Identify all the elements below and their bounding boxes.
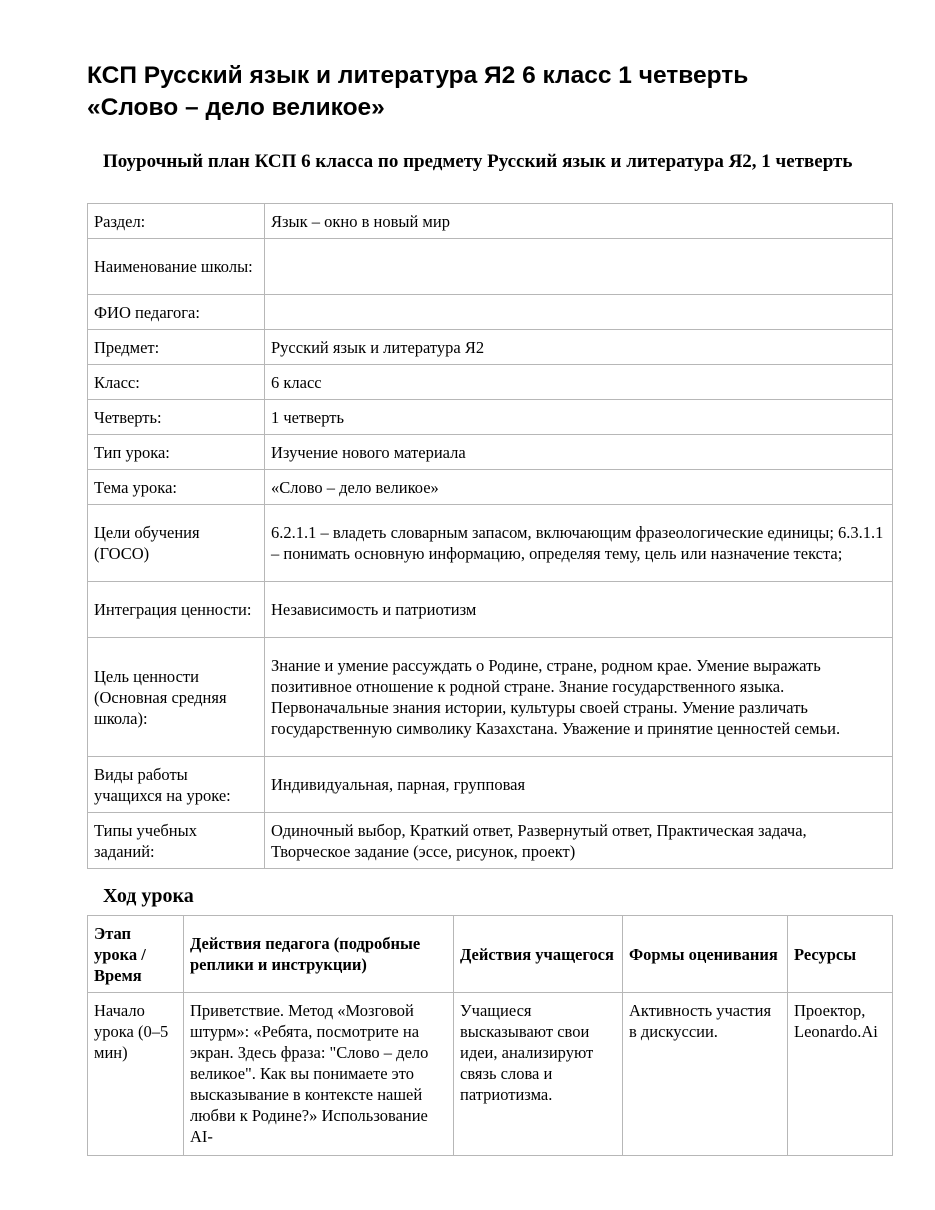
lesson-progress-table: [87, 915, 893, 1156]
info-label: Типы учебных заданий:: [88, 813, 265, 869]
info-row-section: [88, 204, 893, 239]
info-value: 6.2.1.1 – владеть словарным запасом, включающим фразеологические единицы; 6.3.1.1 – понимать основную информацию, определяя тему, цель или назначение текста;: [265, 505, 893, 582]
info-value: 1 четверть: [265, 400, 893, 435]
cell-student-actions: Учащиеся высказывают свои идеи, анализируют связь слова и патриотизма.: [454, 993, 623, 1156]
info-row-quarter: [88, 400, 893, 435]
info-label: Предмет:: [88, 330, 265, 365]
info-label: Тема урока:: [88, 470, 265, 505]
info-value: Знание и умение рассуждать о Родине, стране, родном крае. Умение выражать позитивное отношение к родной стране. Знание государственного языка. Первоначальные знания истории, культуры своей страны. Умение различать государственную символику Казахстана. Уважение и принятие ценностей семьи.: [265, 638, 893, 757]
lesson-table-row: [88, 993, 893, 1156]
info-value: Индивидуальная, парная, групповая: [265, 757, 893, 813]
info-value: [265, 239, 893, 295]
info-value: «Слово – дело великое»: [265, 470, 893, 505]
info-row-teacher: [88, 295, 893, 330]
info-label: Виды работы учащихся на уроке:: [88, 757, 265, 813]
info-row-school: [88, 239, 893, 295]
info-label: Наименование школы:: [88, 239, 265, 295]
info-value: Независимость и патриотизм: [265, 582, 893, 638]
column-header-assessment: Формы оценивания: [623, 916, 788, 993]
info-label: Тип урока:: [88, 435, 265, 470]
info-row-lesson-type: [88, 435, 893, 470]
info-row-task-types: [88, 813, 893, 869]
cell-teacher-actions: Приветствие. Метод «Мозговой штурм»: «Ребята, посмотрите на экран. Здесь фраза: "Слово – дело великое". Как вы понимаете это высказывание в контексте нашей любви к Родине?» Использование AI-: [184, 993, 454, 1156]
lesson-table-header-row: [88, 916, 893, 993]
lesson-info-table: [87, 203, 893, 869]
column-header-student-actions: Действия учащегося: [454, 916, 623, 993]
info-row-value-integration: [88, 582, 893, 638]
info-label: ФИО педагога:: [88, 295, 265, 330]
info-row-subject: [88, 330, 893, 365]
info-label: Четверть:: [88, 400, 265, 435]
column-header-resources: Ресурсы: [788, 916, 893, 993]
cell-assessment: Активность участия в дискуссии.: [623, 993, 788, 1156]
document-title-line-1: КСП Русский язык и литература Я2 6 класс 1 четверть: [87, 62, 749, 89]
lesson-progress-heading: Ход урока: [103, 885, 194, 907]
info-value: 6 класс: [265, 365, 893, 400]
document-title-line-2: «Слово – дело великое»: [87, 94, 385, 121]
info-row-lesson-topic: [88, 470, 893, 505]
info-label: Цель ценности (Основная средняя школа):: [88, 638, 265, 757]
info-row-value-goal: [88, 638, 893, 757]
info-label: Класс:: [88, 365, 265, 400]
info-value: Изучение нового материала: [265, 435, 893, 470]
info-value: [265, 295, 893, 330]
info-label: Раздел:: [88, 204, 265, 239]
info-label: Интеграция ценности:: [88, 582, 265, 638]
info-row-grade: [88, 365, 893, 400]
info-value: Одиночный выбор, Краткий ответ, Развернутый ответ, Практическая задача, Творческое задание (эссе, рисунок, проект): [265, 813, 893, 869]
document-title: [87, 60, 887, 124]
lesson-plan-subtitle: Поурочный план КСП 6 класса по предмету Русский язык и литература Я2, 1 четверть: [103, 151, 853, 172]
column-header-stage: Этап урока / Время: [88, 916, 184, 993]
info-value: Русский язык и литература Я2: [265, 330, 893, 365]
info-row-learning-goals: [88, 505, 893, 582]
info-label: Цели обучения (ГОСО): [88, 505, 265, 582]
cell-resources: Проектор, Leonardo.Ai: [788, 993, 893, 1156]
cell-stage: Начало урока (0–5 мин): [88, 993, 184, 1156]
column-header-teacher-actions: Действия педагога (подробные реплики и инструкции): [184, 916, 454, 993]
info-row-work-types: [88, 757, 893, 813]
info-value: Язык – окно в новый мир: [265, 204, 893, 239]
